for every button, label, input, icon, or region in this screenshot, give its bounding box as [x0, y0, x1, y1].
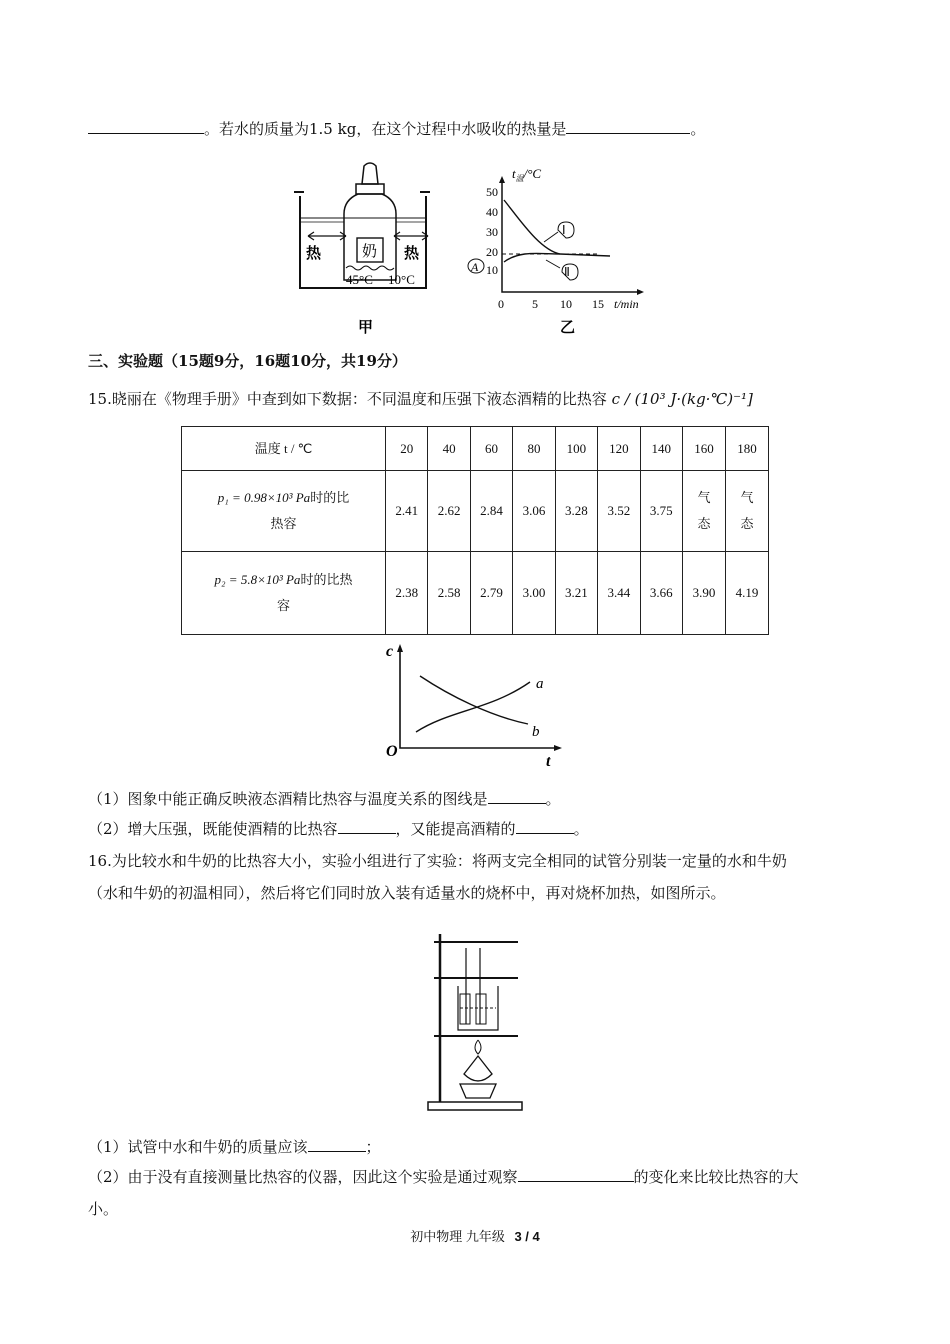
curve-water [504, 253, 560, 262]
answer-blank[interactable] [566, 119, 690, 134]
answer-blank[interactable] [88, 119, 204, 134]
answer-blank[interactable] [488, 789, 546, 804]
table-cell: 3.00 [513, 552, 555, 635]
label-curve-ii: Ⅱ [564, 265, 570, 279]
header-cell: 120 [598, 427, 640, 471]
x-tick: 10 [560, 297, 572, 311]
header-cell: 100 [555, 427, 597, 471]
top-line: 。若水的质量为1.5 kg，在这个过程中水吸收的热量是 。 [88, 118, 705, 140]
specific-heat-table [181, 426, 769, 635]
c-t-graph [380, 640, 570, 770]
table-row [182, 471, 769, 552]
table-cell: 气态 [683, 471, 726, 552]
unit-label: c / (10³ J·(kg·℃)⁻¹] [611, 390, 753, 408]
heating-apparatus [420, 928, 530, 1118]
table-cell: 3.90 [683, 552, 726, 635]
x-ticks [498, 297, 604, 311]
temp-left: 45°C [346, 272, 373, 287]
header-cell: 60 [470, 427, 512, 471]
header-cell: 140 [640, 427, 682, 471]
y-tick: 10 [486, 263, 498, 277]
header-cell: 80 [513, 427, 555, 471]
row-label: p₂ = 5.8×10³ Pa时的比热 容 [182, 552, 386, 635]
curve-b [420, 676, 528, 724]
y-tick: 40 [486, 205, 498, 219]
answer-blank[interactable] [338, 819, 396, 834]
header-cell: 20 [386, 427, 428, 471]
curve-milk [504, 200, 610, 256]
q15-sub2: （2）增大压强，既能使酒精的比热容 ，又能提高酒精的 。 [88, 820, 589, 838]
heat-label-left: 热 [306, 246, 322, 262]
row-label: p₁ = 0.98×10³ Pa时的比 热容 [182, 471, 386, 552]
caption-yi: 乙 [560, 320, 576, 336]
header-cell: 180 [726, 427, 769, 471]
q16-sub1: （1）试管中水和牛奶的质量应该 ； [88, 1138, 381, 1156]
table-cell: 2.84 [470, 471, 512, 552]
q16-sub2: （2）由于没有直接测量比热容的仪器，因此这个实验是通过观察 的变化来比较比热容的大 [88, 1168, 799, 1186]
table-cell: 3.21 [555, 552, 597, 635]
table-cell: 3.06 [513, 471, 555, 552]
y-ticks [486, 185, 498, 277]
section-heading: 三、实验题（15题9分，16题10分，共19分） [88, 352, 407, 370]
graph-y-label: c [386, 643, 394, 660]
table-cell: 2.79 [470, 552, 512, 635]
q16-line2: （水和牛奶的初温相同），然后将它们同时放入装有适量水的烧杯中，再对烧杯加热，如图所示。 [88, 884, 726, 902]
table-cell: 2.62 [428, 471, 470, 552]
table-cell: 3.44 [598, 552, 640, 635]
table-cell: 3.28 [555, 471, 597, 552]
table-cell: 2.58 [428, 552, 470, 635]
table-cell: 2.41 [386, 471, 428, 552]
y-tick: 20 [486, 245, 498, 259]
graph-x-label: t [546, 753, 551, 770]
label-curve-i: Ⅰ [562, 223, 566, 237]
heat-label-right: 热 [404, 246, 420, 262]
x-tick: 15 [592, 297, 604, 311]
graph-origin: O [386, 743, 398, 760]
header-cell: 40 [428, 427, 470, 471]
q16-line1: 16.为比较水和牛奶的比热容大小，实验小组进行了实验：将两支完全相同的试管分别装一定量的水和牛奶 [88, 852, 787, 870]
milk-label: 奶 [362, 244, 378, 260]
curve-a-label: a [536, 676, 544, 692]
x-tick: 0 [498, 297, 504, 311]
q16-sub2-cont: 小。 [88, 1200, 119, 1218]
answer-blank[interactable] [308, 1137, 366, 1152]
table-cell: 2.38 [386, 552, 428, 635]
page-footer [0, 1226, 950, 1245]
q15-intro: 15.晓丽在《物理手册》中查到如下数据：不同温度和压强下液态酒精的比热容 c / (10³ J·(kg·℃)⁻¹] [88, 390, 753, 408]
header-label: 温度 t / ℃ [182, 427, 386, 471]
y-tick: 30 [486, 225, 498, 239]
table-cell: 3.66 [640, 552, 682, 635]
temp-right: 10°C [388, 272, 415, 287]
x-tick: 5 [532, 297, 538, 311]
table-cell: 气态 [726, 471, 769, 552]
table-cell: 3.75 [640, 471, 682, 552]
q15-sub1: （1）图象中能正确反映液态酒精比热容与温度关系的图线是 。 [88, 790, 561, 808]
header-cell: 160 [683, 427, 726, 471]
figure-yi [460, 160, 660, 340]
answer-blank[interactable] [518, 1167, 634, 1182]
page-number: 3 / 4 [514, 1229, 540, 1244]
figure-jia [290, 160, 440, 340]
table-row [182, 427, 769, 471]
x-axis-label: t/min [614, 297, 639, 311]
table-cell: 4.19 [726, 552, 769, 635]
footer-text: 初中物理 九年级 [410, 1229, 505, 1244]
answer-blank[interactable] [516, 819, 574, 834]
y-axis-label: $t_温/^\circ C$ [512, 166, 542, 183]
table-cell: 3.52 [598, 471, 640, 552]
curve-a [416, 682, 530, 732]
point-a: A [471, 260, 479, 274]
y-tick: 50 [486, 185, 498, 199]
caption-jia: 甲 [358, 320, 374, 336]
curve-b-label: b [532, 724, 540, 740]
table-row [182, 552, 769, 635]
